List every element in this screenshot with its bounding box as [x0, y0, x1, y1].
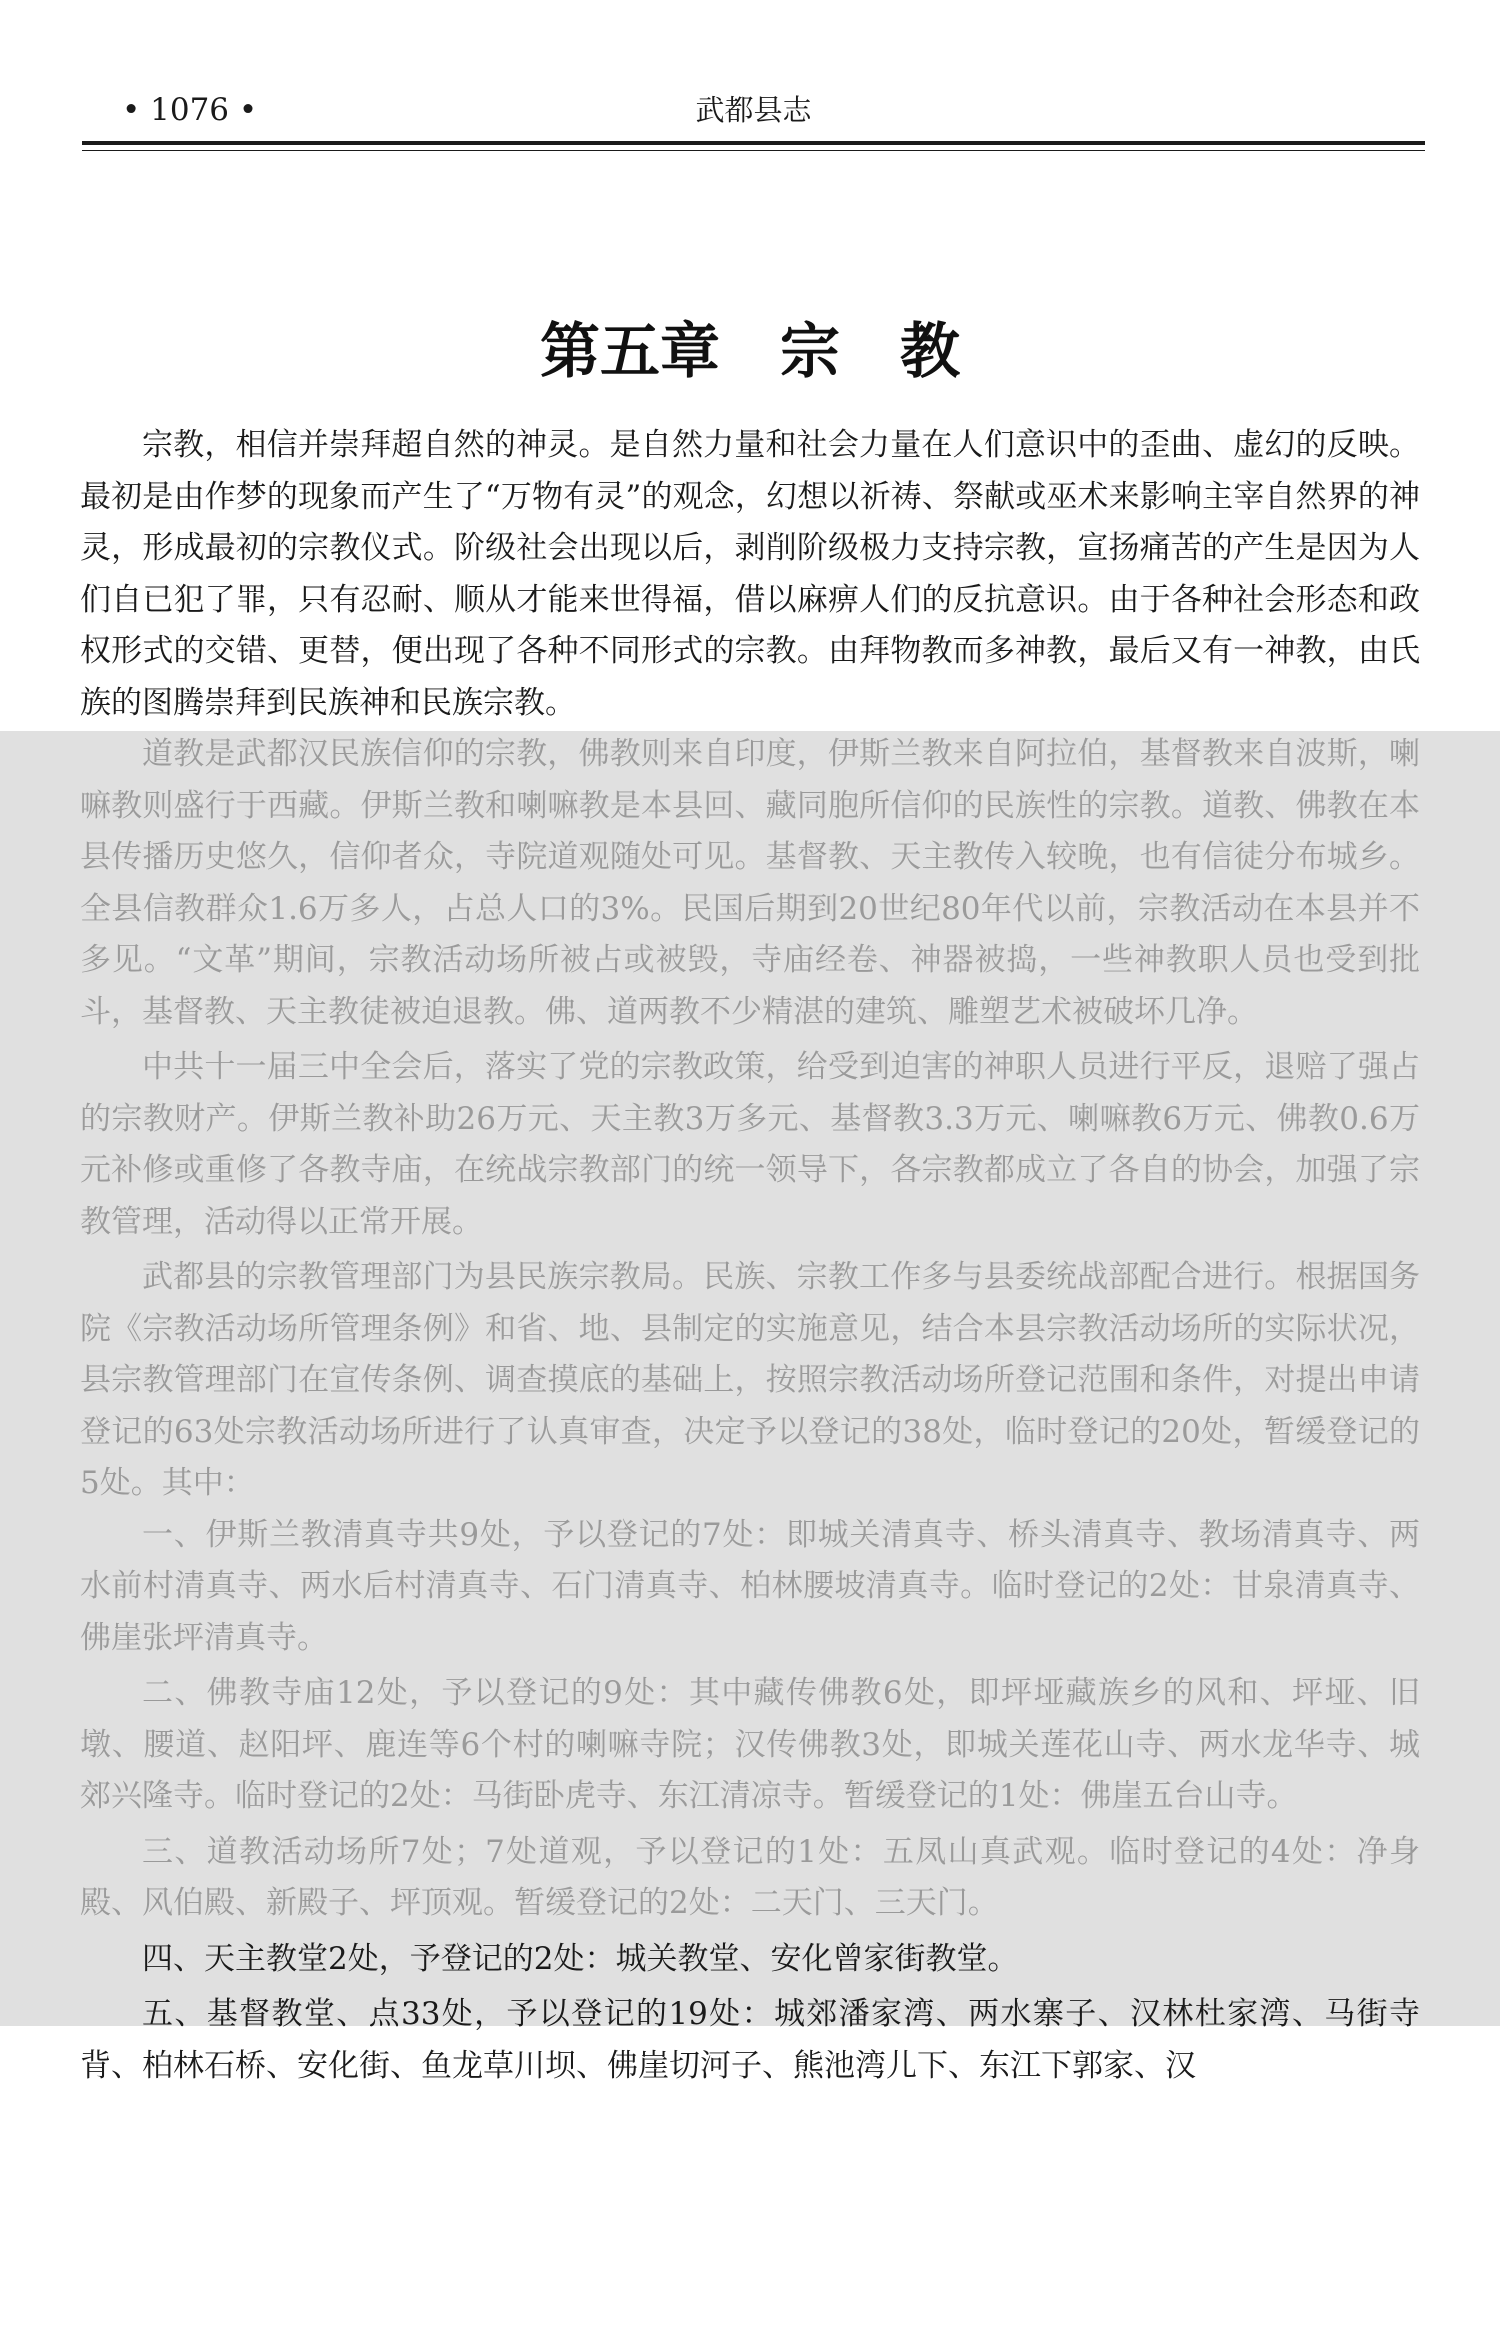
- header-rule-thin: [82, 150, 1425, 151]
- paragraph-buddhism-sites: 二、佛教寺庙12处，予以登记的9处：其中藏传佛教6处，即坪垭藏族乡的风和、坪垭、旧墩、腰道、赵阳坪、鹿连等6个村的喇嘛寺院；汉传佛教3处，即城关莲花山寺、两水龙华寺、城郊兴隆寺。临时登记的2处：马街卧虎寺、东江清凉寺。暂缓登记的1处：佛崖五台山寺。: [80, 1675, 1420, 1814]
- page-header: [82, 88, 1425, 138]
- paragraph-intro: 宗教，相信并崇拜超自然的神灵。是自然力量和社会力量在人们意识中的歪曲、虚幻的反映。最初是由作梦的现象而产生了“万物有灵”的观念，幻想以祈祷、祭献或巫术来影响主宰自然界的神灵，形成最初的宗教仪式。阶级社会出现以后，剥削阶级极力支持宗教，宣扬痛苦的产生是因为人们自已犯了罪，只有忍耐、顺从才能来世得福，借以麻痹人们的反抗意识。由于各种社会形态和政权形式的交错、更替，便出现了各种不同形式的宗教。由拜物教而多神教，最后又有一神教，由氏族的图腾崇拜到民族神和民族宗教。: [80, 427, 1420, 721]
- paragraph-religions-overview: 道教是武都汉民族信仰的宗教，佛教则来自印度，伊斯兰教来自阿拉伯，基督教来自波斯，喇嘛教则盛行于西藏。伊斯兰教和喇嘛教是本县回、藏同胞所信仰的民族性的宗教。道教、佛教在本县传播历史悠久，信仰者众，寺院道观随处可见。基督教、天主教传入较晚，也有信徒分布城乡。全县信教群众1.6万多人，占总人口的3%。民国后期到20世纪80年代以前，宗教活动在本县并不多见。“文革”期间，宗教活动场所被占或被毁，寺庙经卷、神器被捣，一些神教职人员也受到批斗，基督教、天主教徒被迫退教。佛、道两教不少精湛的建筑、雕塑艺术被破坏几净。: [80, 736, 1420, 1030]
- chapter-title: 第五章 宗 教: [540, 317, 960, 388]
- paragraph-catholic-sites: 四、天主教堂2处，予登记的2处：城关教堂、安化曾家街教堂。: [142, 1940, 1019, 1977]
- body-text: [80, 420, 1420, 2092]
- paragraph-taoism-sites: 三、道教活动场所7处；7处道观，予以登记的1处：五凤山真武观。临时登记的4处：净身殿、风伯殿、新殿子、坪顶观。暂缓登记的2处：二天门、三天门。: [80, 1833, 1420, 1921]
- paragraph-policy-restoration: 中共十一届三中全会后，落实了党的宗教政策，给受到迫害的神职人员进行平反，退赔了强占的宗教财产。伊斯兰教补助26万元、天主教3万多元、基督教3.3万元、喇嘛教6万元、佛教0.6万元补修或重修了各教寺庙，在统战宗教部门的统一领导下，各宗教都成立了各自的协会，加强了宗教管理，活动得以正常开展。: [80, 1049, 1420, 1240]
- paragraph-islam-sites: 一、伊斯兰教清真寺共9处，予以登记的7处：即城关清真寺、桥头清真寺、教场清真寺、两水前村清真寺、两水后村清真寺、石门清真寺、柏林腰坡清真寺。临时登记的2处：甘泉清真寺、佛崖张坪清真寺。: [80, 1516, 1420, 1656]
- page-number: • 1076 •: [122, 92, 258, 128]
- running-title: 武都县志: [695, 93, 812, 127]
- paragraph-christian-sites: 五、基督教堂、点33处，予以登记的19处：城郊潘家湾、两水寨子、汉林杜家湾、马街寺背、柏林石桥、安化街、鱼龙草川坝、佛崖切河子、熊池湾儿下、东江下郭家、汉: [80, 1996, 1420, 2084]
- paragraph-management: 武都县的宗教管理部门为县民族宗教局。民族、宗教工作多与县委统战部配合进行。根据国务院《宗教活动场所管理条例》和省、地、县制定的实施意见，结合本县宗教活动场所的实际状况，县宗教管理部门在宣传条例、调查摸底的基础上，按照宗教活动场所登记范围和条件，对提出申请登记的63处宗教活动场所进行了认真审查，决定予以登记的38处，临时登记的20处，暂缓登记的5处。其中：: [80, 1259, 1420, 1501]
- header-rule-thick: [82, 141, 1425, 145]
